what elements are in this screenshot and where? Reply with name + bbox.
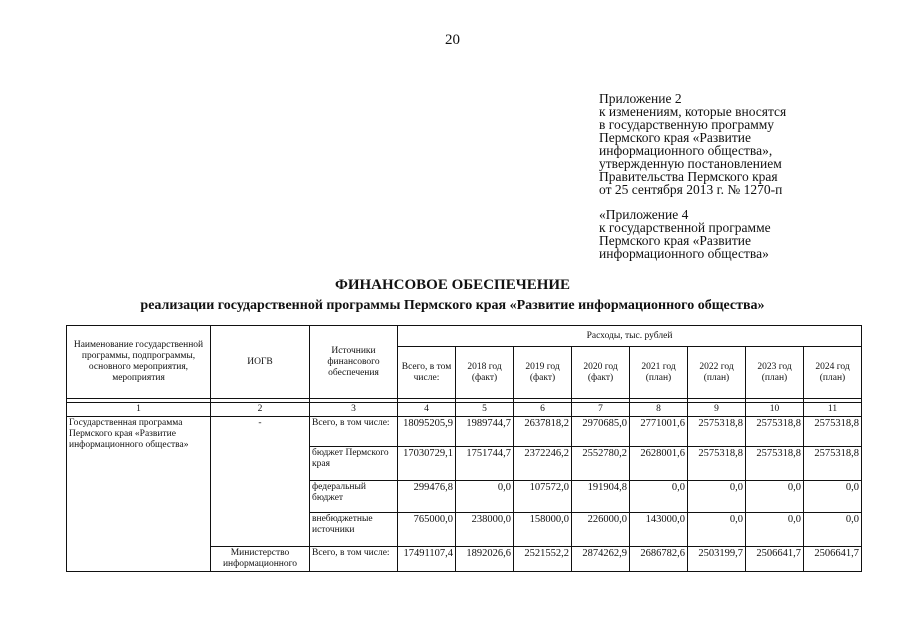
program-ioge-cell: - bbox=[211, 417, 310, 547]
value-cell: 2637818,2 bbox=[514, 417, 572, 447]
source-cell: бюджет Пермского края bbox=[310, 447, 398, 481]
value-cell: 2575318,8 bbox=[688, 417, 746, 447]
appendix-2-note bbox=[599, 92, 899, 196]
appendix-line: к государственной программе bbox=[599, 220, 771, 235]
value-cell: 299476,8 bbox=[398, 481, 456, 513]
value-cell: 2506641,7 bbox=[804, 547, 862, 572]
page-number: 20 bbox=[445, 32, 460, 48]
value-cell: 0,0 bbox=[456, 481, 514, 513]
header-year-2020: 2020 год (факт) bbox=[572, 347, 630, 399]
header-sources: Источники финансового обеспечения bbox=[310, 326, 398, 399]
source-cell: внебюджетные источники bbox=[310, 513, 398, 547]
value-cell: 2628001,6 bbox=[630, 447, 688, 481]
header-year-2021: 2021 год (план) bbox=[630, 347, 688, 399]
column-number: 10 bbox=[746, 403, 804, 417]
header-year-2018: 2018 год (факт) bbox=[456, 347, 514, 399]
source-cell: Всего, в том числе: bbox=[310, 417, 398, 447]
value-cell: 2686782,6 bbox=[630, 547, 688, 572]
header-name: Наименование государственной программы, подпрограммы, основного мероприятия, мероприятия bbox=[67, 326, 211, 399]
column-number: 3 bbox=[310, 403, 398, 417]
column-number: 5 bbox=[456, 403, 514, 417]
value-cell: 18095205,9 bbox=[398, 417, 456, 447]
appendix-line: информационного общества», bbox=[599, 143, 773, 158]
document-title: ФИНАНСОВОЕ ОБЕСПЕЧЕНИЕ bbox=[334, 277, 571, 293]
value-cell: 1751744,7 bbox=[456, 447, 514, 481]
value-cell: 2521552,2 bbox=[514, 547, 572, 572]
value-cell: 2575318,8 bbox=[746, 447, 804, 481]
value-cell: 0,0 bbox=[804, 513, 862, 547]
table-row bbox=[67, 417, 862, 447]
column-number: 1 bbox=[67, 403, 211, 417]
column-number-row bbox=[67, 403, 862, 417]
column-number: 4 bbox=[398, 403, 456, 417]
value-cell: 0,0 bbox=[746, 513, 804, 547]
value-cell: 17030729,1 bbox=[398, 447, 456, 481]
ministry-ioge-cell: Министерство информационного bbox=[211, 547, 310, 572]
column-number: 11 bbox=[804, 403, 862, 417]
value-cell: 2874262,9 bbox=[572, 547, 630, 572]
column-number: 6 bbox=[514, 403, 572, 417]
value-cell: 2372246,2 bbox=[514, 447, 572, 481]
document-subtitle: реализации государственной программы Пермского края «Развитие информационного общества» bbox=[140, 298, 765, 313]
value-cell: 0,0 bbox=[746, 481, 804, 513]
header-expenses: Расходы, тыс. рублей bbox=[398, 326, 862, 347]
appendix-line: Пермского края «Развитие bbox=[599, 233, 751, 248]
appendix-line: от 25 сентября 2013 г. № 1270-п bbox=[599, 182, 783, 197]
appendix-line: к изменениям, которые вносятся bbox=[599, 104, 787, 119]
appendix-line: Приложение 2 bbox=[599, 91, 682, 106]
value-cell: 191904,8 bbox=[572, 481, 630, 513]
appendix-line: в государственную программу bbox=[599, 117, 775, 132]
value-cell: 1989744,7 bbox=[456, 417, 514, 447]
appendix-line: информационного общества» bbox=[599, 246, 769, 261]
appendix-line: Пермского края «Развитие bbox=[599, 130, 751, 145]
value-cell: 2575318,8 bbox=[804, 447, 862, 481]
value-cell: 0,0 bbox=[688, 481, 746, 513]
appendix-4-note bbox=[599, 208, 899, 260]
value-cell: 0,0 bbox=[688, 513, 746, 547]
value-cell: 2575318,8 bbox=[688, 447, 746, 481]
value-cell: 0,0 bbox=[630, 481, 688, 513]
column-number: 8 bbox=[630, 403, 688, 417]
value-cell: 2575318,8 bbox=[746, 417, 804, 447]
value-cell: 107572,0 bbox=[514, 481, 572, 513]
financing-table bbox=[66, 325, 862, 572]
column-number: 7 bbox=[572, 403, 630, 417]
value-cell: 238000,0 bbox=[456, 513, 514, 547]
header-year-2019: 2019 год (факт) bbox=[514, 347, 572, 399]
value-cell: 1892026,6 bbox=[456, 547, 514, 572]
value-cell: 2506641,7 bbox=[746, 547, 804, 572]
header-year-2024: 2024 год (план) bbox=[804, 347, 862, 399]
value-cell: 0,0 bbox=[804, 481, 862, 513]
value-cell: 143000,0 bbox=[630, 513, 688, 547]
column-number: 2 bbox=[211, 403, 310, 417]
value-cell: 765000,0 bbox=[398, 513, 456, 547]
header-total: Всего, в том числе: bbox=[398, 347, 456, 399]
header-year-2022: 2022 год (план) bbox=[688, 347, 746, 399]
value-cell: 2552780,2 bbox=[572, 447, 630, 481]
value-cell: 2970685,0 bbox=[572, 417, 630, 447]
value-cell: 2575318,8 bbox=[804, 417, 862, 447]
value-cell: 158000,0 bbox=[514, 513, 572, 547]
appendix-line: «Приложение 4 bbox=[599, 207, 689, 222]
program-name-cell: Государственная программа Пермского края «Развитие информационного общества» bbox=[67, 417, 211, 572]
value-cell: 2771001,6 bbox=[630, 417, 688, 447]
header-year-2023: 2023 год (план) bbox=[746, 347, 804, 399]
source-cell: Всего, в том числе: bbox=[310, 547, 398, 572]
appendix-line: Правительства Пермского края bbox=[599, 169, 778, 184]
appendix-line: утвержденную постановлением bbox=[599, 156, 782, 171]
value-cell: 226000,0 bbox=[572, 513, 630, 547]
value-cell: 2503199,7 bbox=[688, 547, 746, 572]
column-number: 9 bbox=[688, 403, 746, 417]
value-cell: 17491107,4 bbox=[398, 547, 456, 572]
header-ioge: ИОГВ bbox=[211, 326, 310, 399]
source-cell: федеральный бюджет bbox=[310, 481, 398, 513]
